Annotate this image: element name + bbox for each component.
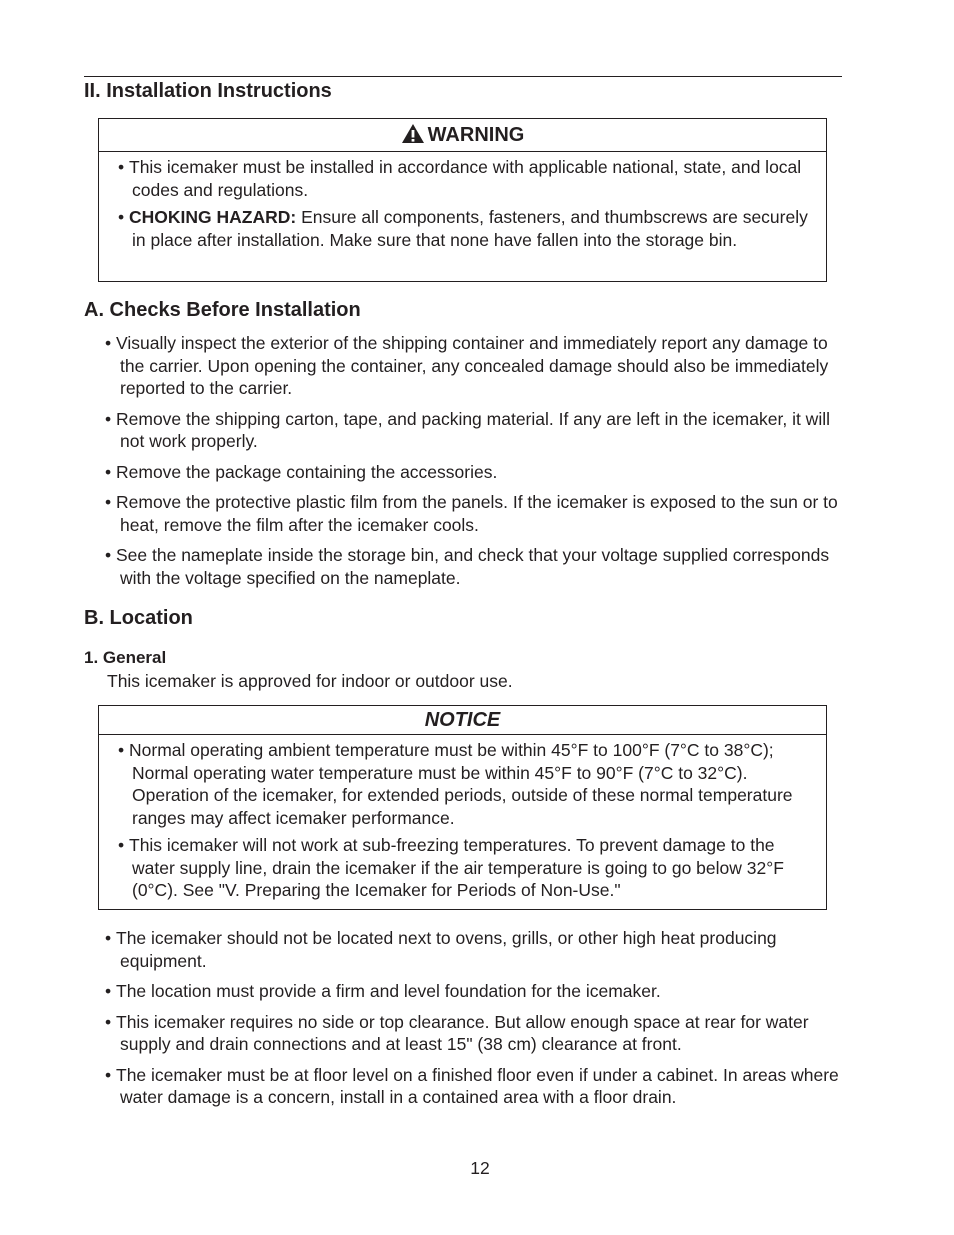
notice-body — [99, 735, 826, 902]
list-item: • Visually inspect the exterior of the shipping container and immediately report any damage to the carrier. Upon opening the container, any concealed damage should also be immediately reported to the carrier. — [105, 333, 829, 398]
location-list — [105, 927, 850, 1109]
checks-heading: A. Checks Before Installation — [84, 299, 361, 321]
notice-box — [98, 705, 827, 910]
location-heading: B. Location — [84, 607, 193, 629]
list-item: • The location must provide a firm and level foundation for the icemaker. — [105, 981, 661, 1001]
notice-heading: NOTICE — [99, 706, 826, 735]
list-item: • Remove the package containing the accessories. — [105, 461, 498, 482]
list-item: • Remove the protective plastic film from the panels. If the icemaker is exposed to the sun or to heat, remove the film after the icemaker cools. — [105, 492, 838, 535]
list-item: • This icemaker requires no side or top clearance. But allow enough space at rear for water supply and drain connections and at least 15" (38 cm) clearance at front. — [105, 1011, 809, 1054]
header-rule — [84, 76, 842, 77]
list-item: • Remove the shipping carton, tape, and packing material. If any are left in the icemaker, it will not work properly. — [105, 408, 830, 451]
list-item: • The icemaker must be at floor level on a finished floor even if under a cabinet. In areas where water damage is a concern, install in a contained area with a floor drain. — [105, 1064, 839, 1107]
list-item: • See the nameplate inside the storage bin, and check that your voltage supplied corresponds with the voltage specified on the nameplate. — [105, 545, 830, 588]
general-text: This icemaker is approved for indoor or outdoor use. — [107, 671, 513, 691]
page-number: 12 — [470, 1158, 490, 1178]
warning-body — [99, 152, 826, 251]
notice-item: • This icemaker will not work at sub-freezing temperatures. To prevent damage to the water supply line, drain the icemaker if the air temperature is going to go below 32°F (0°C). See "V. Preparing the Icemaker for Periods of Non-Use." — [118, 835, 784, 900]
notice-item: • Normal operating ambient temperature must be within 45°F to 100°F (7°C to 38°C); Normal operating water temperature must be within 45°F to 90°F (7°C to 32°C). Operation of the icemaker, for extended periods, outside of these normal temperature ranges may affect icemaker performance. — [118, 740, 793, 828]
general-subheading: 1. General — [84, 648, 167, 667]
warning-item: • CHOKING HAZARD: Ensure all components, fasteners, and thumbscrews are securely in place after installation. Make sure that none have fallen into the storage bin. — [118, 207, 808, 250]
section-title: II. Installation Instructions — [84, 80, 332, 102]
warning-heading: WARNING — [427, 124, 525, 146]
warning-box — [98, 118, 827, 282]
warning-triangle-icon — [401, 124, 428, 146]
warning-header — [99, 119, 826, 152]
list-item: • The icemaker should not be located next to ovens, grills, or other high heat producing equipment. — [105, 928, 777, 971]
warning-item: • This icemaker must be installed in accordance with applicable national, state, and local codes and regulations. — [118, 157, 802, 200]
checks-list — [105, 332, 850, 589]
